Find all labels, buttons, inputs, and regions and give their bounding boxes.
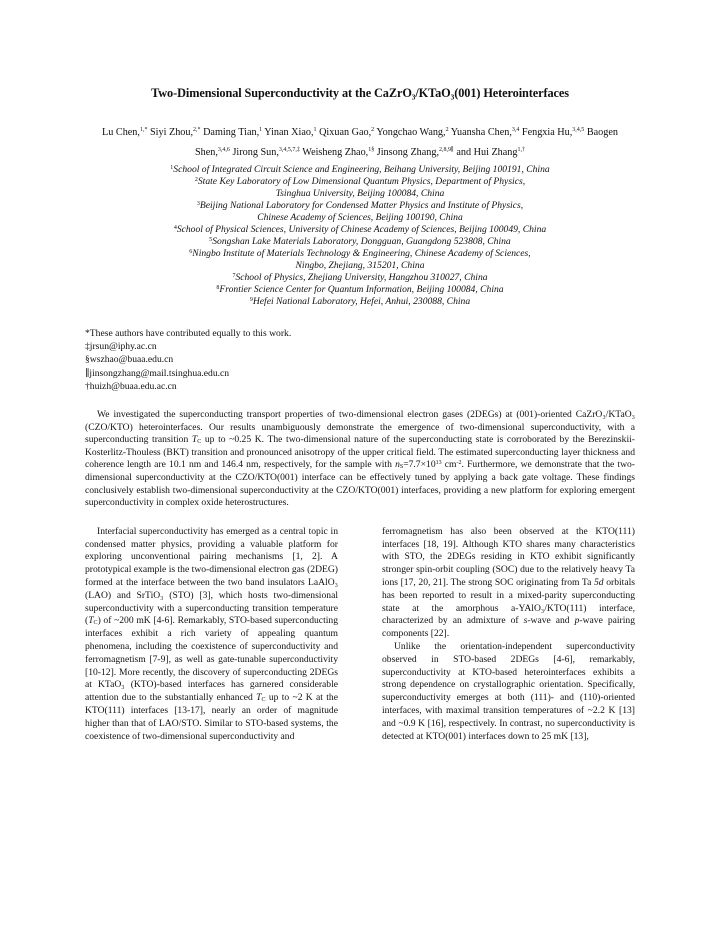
author-list — [85, 123, 635, 163]
body-column-right — [382, 526, 635, 744]
affiliation: $^5$Songshan Lake Materials Laboratory, Dongguan, Guangdong 523808, China — [209, 236, 511, 247]
affiliation-list — [85, 164, 635, 308]
paragraph: Interfacial superconductivity has emerged as a central topic in condensed matter physics, providing a valuable platform for exploring unconventional pairing mechanisms [1, 2]. A prototypical example is the two-dimensional electron gas (2DEG) formed at the interface between the two band insulators LaAlO₃ (LAO) and SrTiO₃ (STO) [3], which hosts two-dimensional superconductivity with a superconducting transition temperature $(T_C)$ of ~200 mK [4-6]. Remarkably, STO-based superconducting interfaces exhibit a rich variety of appealing quantum phenomena, including the coexistence of superconductivity and ferromagnetism [7-9], as well as gate-tunable superconductivity [10-12]. More recently, the discovery of superconducting 2DEGs at KTaO₃ (KTO)-based interfaces has garnered considerable attention due to the substantially enhanced $T_C$ up to ~2 K at the KTO(111) interfaces [13-17], nearly an order of magnitude higher than that of LAO/STO. Similar to STO-based systems, the coexistence of two-dimensional superconductivity and — [85, 525, 338, 742]
author: and Hui Zhang$^{1,\dagger}$ — [456, 147, 525, 158]
affiliation: $^2$State Key Laboratory of Low Dimensional Quantum Physics, Department of Physics, Tsinghua University, Beijing 100084, China — [194, 176, 526, 199]
body-columns — [85, 526, 635, 744]
author: Yuansha Chen,$^{3,4}$ — [450, 127, 520, 138]
author: Siyi Zhou,$^{2,*}$ — [150, 127, 201, 138]
affiliation: $^6$Ningbo Institute of Materials Technology & Engineering, Chinese Academy of Sciences, Ningbo, Zhejiang, 315201, China — [189, 248, 531, 271]
author: Baogen Shen,$^{3,4,6}$ — [195, 127, 618, 158]
affiliation: $^3$Beijing National Laboratory for Condensed Matter Physics and Institute of Physics, Chinese Academy of Sciences, Beijing 100190, China — [196, 200, 524, 223]
affiliation: $^1$School of Integrated Circuit Science and Engineering, Beihang University, Beijing 100191, China — [170, 164, 550, 175]
paper-title: Two-Dimensional Superconductivity at the CaZrO₃/KTaO₃(001) Heterointerfaces — [151, 86, 569, 100]
author: Fengxia Hu,$^{3,4,5}$ — [521, 127, 585, 138]
affiliation: $^9$Hefei National Laboratory, Hefei, Anhui, 230088, China — [249, 296, 471, 307]
author: Jinsong Zhang,$^{2,8,9\parallel}$ — [376, 147, 454, 158]
author: Weisheng Zhao,$^{1\S}$ — [302, 147, 375, 158]
abstract: We investigated the superconducting transport properties of two-dimensional electron gases (2DEGs) at (001)-oriented CaZrO₃/KTaO₃ (CZO/KTO) heterointerfaces. Our results unambiguously demonstrate the emergence of two-dimensional superconductivity, with a superconducting transition $T_C$ up to ~0.25 K. The two-dimensional nature of the superconducting state is corroborated by the Berezinskii-Kosterlitz-Thouless (BKT) transition and pronounced anisotropy of the upper critical field. The estimated superconducting layer thickness and coherence length are 10.1 nm and 146.4 nm, respectively, for the sample with $n_S=7.7\times 10^{13}$ $cm^{-2}$. Furthermore, we demonstrate that the two-dimensional superconductivity at the CZO/KTO(001) interface can be effectively tuned by applying a back gate voltage. These findings conclusively establish two-dimensional superconductivity at the CZO/KTO(001) interfaces, providing a new platform for exploring emergent superconductivity in complex oxide heterostructures. — [85, 409, 635, 509]
author: Qixuan Gao,$^2$ — [319, 127, 375, 138]
affiliation: $^4$School of Physical Sciences, University of Chinese Academy of Sciences, Beijing 100049, China — [173, 224, 547, 235]
email-link[interactable]: §wszhao@buaa.edu.cn — [85, 354, 174, 366]
author: Yinan Xiao,$^1$ — [264, 127, 317, 138]
paragraph: Unlike the orientation-independent superconductivity observed in STO-based 2DEGs [4-6], remarkably, superconductivity at KTO-based heterointerfaces exhibits a strong dependence on crystallographic orientation. Specifically, superconductivity emerges at both (111)- and (110)-oriented interfaces, with maximal transition temperatures of ~2.2 K [13] and ~0.9 K [16], respectively. In contrast, no superconductivity is detected at KTO(001) interfaces down to 25 mK [13], — [382, 640, 635, 742]
body-column-left — [85, 526, 338, 744]
author: Daming Tian,$^1$ — [203, 127, 263, 138]
author: Yongchao Wang,$^2$ — [376, 127, 449, 138]
affiliation: $^8$Frontier Science Center for Quantum Information, Beijing 100084, China — [216, 284, 504, 295]
email-link[interactable]: †huizh@buaa.edu.ac.cn — [85, 380, 177, 392]
email-link[interactable]: ∥jinsongzhang@mail.tsinghua.edu.cn — [85, 367, 230, 379]
author-notes — [85, 327, 635, 393]
author: Jirong Sun,$^{3,4,5,7,\ddagger}$ — [232, 147, 300, 158]
email-link[interactable]: ‡jrsun@iphy.ac.cn — [85, 341, 157, 353]
author: Lu Chen,$^{1,*}$ — [102, 127, 148, 138]
affiliation: $^7$School of Physics, Zhejiang University, Hangzhou 310027, China — [232, 272, 488, 283]
paragraph: ferromagnetism has also been observed at the KTO(111) interfaces [18, 19]. Although KTO shares many characteristics with STO, the 2DEGs residing in KTO exhibit significantly stronger spin-orbit coupling (SOC) due to the relatively heavy Ta ions [17, 20, 21]. The strong SOC originating from Ta 5d orbitals has been reported to result in a mixed-parity superconducting state at the amorphous a-YAlO₃/KTO(111) interface, characterized by an admixture of s-wave and p-wave pairing components [22]. — [382, 525, 635, 640]
equal-contribution-note: *These authors have contributed equally to this work. — [85, 328, 292, 339]
